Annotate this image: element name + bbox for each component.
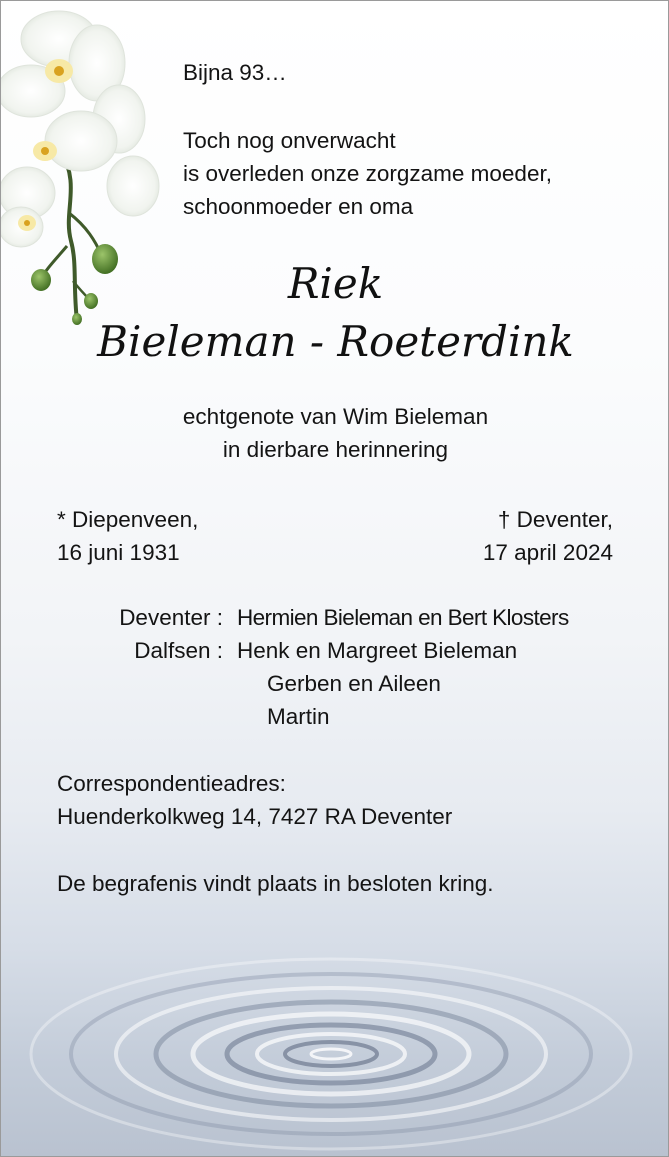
family-names: Henk en Margreet Bieleman [237,638,518,663]
family-place: Deventer : [119,605,223,630]
family-names: Gerben en Aileen [267,671,441,696]
death-place: † Deventer, [497,507,613,532]
correspondence-label: Correspondentieadres: [57,771,286,796]
birth-place: * Diepenveen, [57,507,199,532]
family-place: Dalfsen : [134,638,223,663]
birth-date: 16 juni 1931 [57,540,180,565]
intro-line: Toch nog onverwacht [183,128,396,153]
water-ripple-image [1,896,669,1156]
family-names: Martin [267,704,330,729]
deceased-full-name: Bieleman - Roeterdink [97,317,574,366]
correspondence-address: Huenderkolkweg 14, 7427 RA Deventer [57,804,453,829]
remembrance-line: in dierbare herinnering [222,437,449,462]
funeral-notice: De begrafenis vindt plaats in besloten kring. [57,871,494,896]
age-line: Bijna 93… [183,60,287,85]
death-date: 17 april 2024 [482,540,613,565]
intro-line: schoonmoeder en oma [183,194,414,219]
deceased-first-name: Riek [287,259,384,308]
spouse-line: echtgenote van Wim Bieleman [182,404,489,429]
family-names: Hermien Bieleman en Bert Klosters [237,605,569,630]
intro-line: is overleden onze zorgzame moeder, [183,161,552,186]
